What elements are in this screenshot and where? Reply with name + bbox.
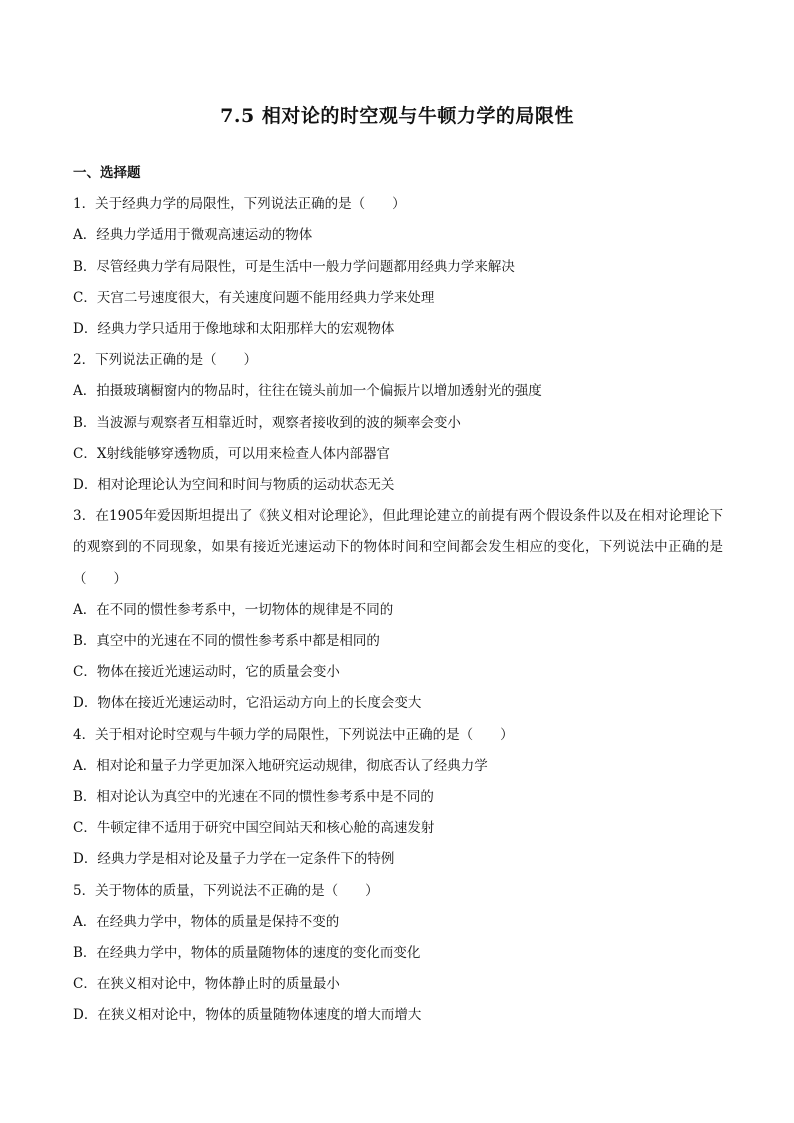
option-d: D．物体在接近光速运动时，它沿运动方向上的长度会变大: [73, 695, 422, 712]
option-a: A．在经典力学中，物体的质量是保持不变的: [73, 913, 340, 930]
question-2: [73, 345, 723, 501]
option-a: A．拍摄玻璃橱窗内的物品时，往往在镜头前加一个偏振片以增加透射光的强度: [73, 383, 542, 400]
question-1: [73, 189, 723, 345]
option-d: D．在狭义相对论中，物体的质量随物体速度的增大而增大: [73, 1007, 422, 1024]
option-c: C．物体在接近光速运动时，它的质量会变小: [73, 664, 340, 681]
section-heading: 一、选择题: [73, 165, 141, 181]
option-c: C．天宫二号速度很大，有关速度问题不能用经典力学来处理: [73, 289, 435, 306]
option-a: A．经典力学适用于微观高速运动的物体: [73, 227, 313, 244]
option-c: C．在狭义相对论中，物体静止时的质量最小: [73, 976, 340, 993]
page-title: 7.5 相对论的时空观与牛顿力学的局限性: [220, 105, 574, 127]
option-d: D．经典力学是相对论及量子力学在一定条件下的特例: [73, 851, 395, 868]
option-c: C．牛顿定律不适用于研究中国空间站天和核心舱的高速发射: [73, 820, 435, 837]
question-stem: 1．关于经典力学的局限性，下列说法正确的是（ ）: [73, 196, 406, 213]
question-4: [73, 720, 723, 876]
question-3: [73, 501, 723, 719]
option-b: B．相对论认为真空中的光速在不同的惯性参考系中是不同的: [73, 789, 434, 806]
question-stem: 2．下列说法正确的是（ ）: [73, 352, 258, 369]
option-a: A．在不同的惯性参考系中，一切物体的规律是不同的: [73, 601, 394, 618]
option-b: B．尽管经典力学有局限性，可是生活中一般力学问题都用经典力学来解决: [73, 258, 515, 275]
option-a: A．相对论和量子力学更加深入地研究运动规律，彻底否认了经典力学: [73, 757, 488, 774]
question-stem: 4．关于相对论时空观与牛顿力学的局限性，下列说法中正确的是（ ）: [73, 726, 514, 743]
question-list: [73, 158, 723, 1032]
question-stem: 5．关于物体的质量，下列说法不正确的是（ ）: [73, 882, 379, 899]
option-d: D．经典力学只适用于像地球和太阳那样大的宏观物体: [73, 321, 395, 338]
option-c: C．X射线能够穿透物质，可以用来检查人体内部器官: [73, 445, 390, 462]
option-b: B．真空中的光速在不同的惯性参考系中都是相同的: [73, 633, 380, 650]
question-5: [73, 876, 723, 1032]
option-b: B．在经典力学中，物体的质量随物体的速度的变化而变化: [73, 945, 421, 962]
option-d: D．相对论理论认为空间和时间与物质的运动状态无关: [73, 477, 395, 494]
question-stem: 3．在1905年爱因斯坦提出了《狭义相对论理论》，但此理论建立的前提有两个假设条件以及在相对论理论下的观察到的不同现象，如果有接近光速运动下的物体时间和空间都会发生相应的变化，下列说法中正确的是（ ）: [73, 508, 723, 587]
option-b: B．当波源与观察者互相靠近时，观察者接收到的波的频率会变小: [73, 414, 461, 431]
